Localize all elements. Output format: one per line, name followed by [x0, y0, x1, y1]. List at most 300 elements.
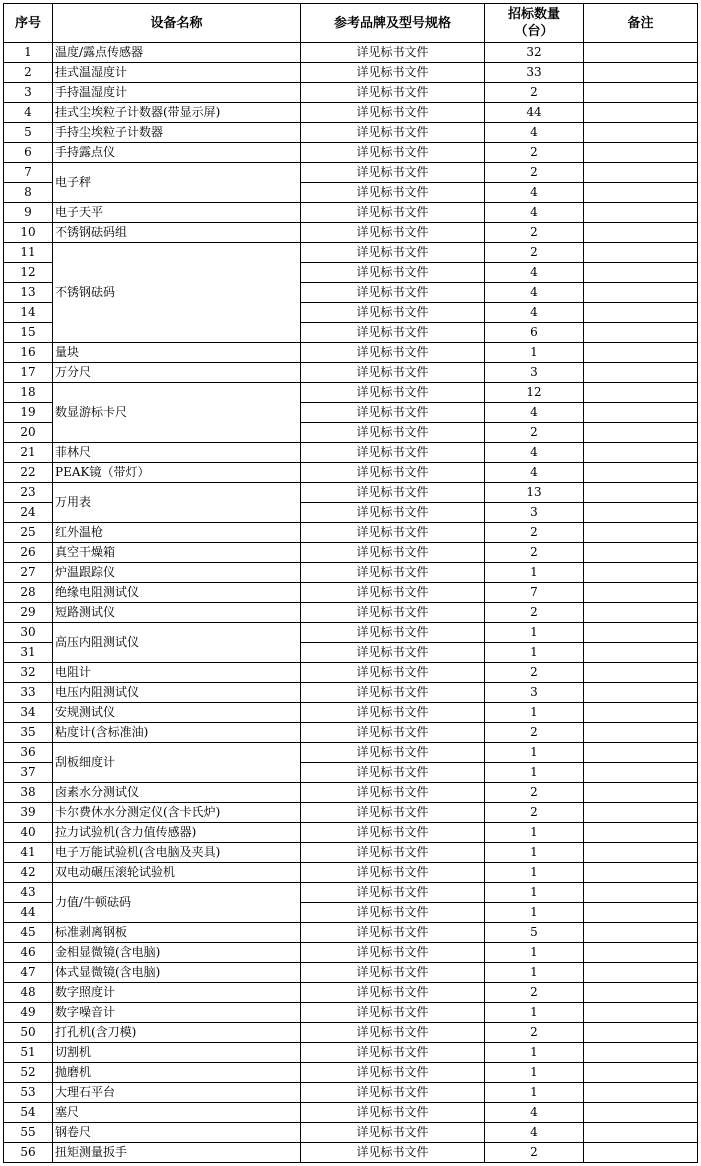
brand-spec: 详见标书文件 [301, 303, 485, 323]
note-cell [584, 1063, 698, 1083]
equipment-name: 拉力试验机(含力值传感器) [53, 823, 301, 843]
row-number: 7 [4, 163, 53, 183]
row-number: 4 [4, 103, 53, 123]
bid-quantity: 2 [485, 603, 584, 623]
note-cell [584, 83, 698, 103]
bid-quantity: 12 [485, 383, 584, 403]
bid-quantity: 1 [485, 843, 584, 863]
row-number: 26 [4, 543, 53, 563]
equipment-name: 真空干燥箱 [53, 543, 301, 563]
equipment-name: 数字噪音计 [53, 1003, 301, 1023]
table-row [4, 1043, 698, 1063]
row-number: 19 [4, 403, 53, 423]
note-cell [584, 203, 698, 223]
table-row [4, 1143, 698, 1163]
row-number: 47 [4, 963, 53, 983]
note-cell [584, 1043, 698, 1063]
bid-quantity: 5 [485, 923, 584, 943]
table-row [4, 623, 698, 643]
equipment-table [3, 3, 698, 1163]
header-no: 序号 [4, 4, 53, 43]
bid-quantity: 1 [485, 623, 584, 643]
bid-quantity: 2 [485, 163, 584, 183]
brand-spec: 详见标书文件 [301, 343, 485, 363]
bid-quantity: 33 [485, 63, 584, 83]
equipment-name: 塞尺 [53, 1103, 301, 1123]
brand-spec: 详见标书文件 [301, 1123, 485, 1143]
table-row [4, 383, 698, 403]
bid-quantity: 1 [485, 1003, 584, 1023]
note-cell [584, 943, 698, 963]
brand-spec: 详见标书文件 [301, 1063, 485, 1083]
table-row [4, 83, 698, 103]
table-row [4, 163, 698, 183]
brand-spec: 详见标书文件 [301, 643, 485, 663]
equipment-name: 高压内阻测试仪 [53, 623, 301, 663]
row-number: 23 [4, 483, 53, 503]
note-cell [584, 243, 698, 263]
table-row [4, 883, 698, 903]
table-row [4, 723, 698, 743]
brand-spec: 详见标书文件 [301, 43, 485, 63]
equipment-name: 大理石平台 [53, 1083, 301, 1103]
header-qty-line2: （台） [514, 24, 554, 39]
note-cell [584, 183, 698, 203]
note-cell [584, 903, 698, 923]
row-number: 52 [4, 1063, 53, 1083]
row-number: 10 [4, 223, 53, 243]
bid-quantity: 32 [485, 43, 584, 63]
table-row [4, 43, 698, 63]
note-cell [584, 743, 698, 763]
table-row [4, 743, 698, 763]
table-row [4, 783, 698, 803]
bid-quantity: 6 [485, 323, 584, 343]
row-number: 3 [4, 83, 53, 103]
brand-spec: 详见标书文件 [301, 1103, 485, 1123]
bid-quantity: 1 [485, 1083, 584, 1103]
bid-quantity: 1 [485, 703, 584, 723]
bid-quantity: 13 [485, 483, 584, 503]
equipment-name: 金相显微镜(含电脑) [53, 943, 301, 963]
table-row [4, 1023, 698, 1043]
equipment-name: 电子天平 [53, 203, 301, 223]
table-row [4, 943, 698, 963]
brand-spec: 详见标书文件 [301, 1083, 485, 1103]
brand-spec: 详见标书文件 [301, 1043, 485, 1063]
row-number: 16 [4, 343, 53, 363]
note-cell [584, 723, 698, 743]
note-cell [584, 823, 698, 843]
note-cell [584, 403, 698, 423]
equipment-name: 电子万能试验机(含电脑及夹具) [53, 843, 301, 863]
row-number: 22 [4, 463, 53, 483]
brand-spec: 详见标书文件 [301, 463, 485, 483]
row-number: 55 [4, 1123, 53, 1143]
header-qty-line1: 招标数量 [507, 7, 560, 22]
bid-quantity: 4 [485, 303, 584, 323]
row-number: 38 [4, 783, 53, 803]
brand-spec: 详见标书文件 [301, 803, 485, 823]
equipment-name: 刮板细度计 [53, 743, 301, 783]
row-number: 18 [4, 383, 53, 403]
row-number: 9 [4, 203, 53, 223]
note-cell [584, 923, 698, 943]
bid-quantity: 1 [485, 963, 584, 983]
equipment-name: 卤素水分测试仪 [53, 783, 301, 803]
table-row [4, 363, 698, 383]
row-number: 42 [4, 863, 53, 883]
note-cell [584, 63, 698, 83]
note-cell [584, 1123, 698, 1143]
brand-spec: 详见标书文件 [301, 683, 485, 703]
equipment-name: 温度/露点传感器 [53, 43, 301, 63]
brand-spec: 详见标书文件 [301, 863, 485, 883]
note-cell [584, 863, 698, 883]
bid-quantity: 4 [485, 1123, 584, 1143]
row-number: 8 [4, 183, 53, 203]
row-number: 17 [4, 363, 53, 383]
row-number: 46 [4, 943, 53, 963]
equipment-name: 手持露点仪 [53, 143, 301, 163]
bid-quantity: 4 [485, 123, 584, 143]
note-cell [584, 303, 698, 323]
table-row [4, 1063, 698, 1083]
note-cell [584, 383, 698, 403]
bid-quantity: 4 [485, 1103, 584, 1123]
brand-spec: 详见标书文件 [301, 223, 485, 243]
brand-spec: 详见标书文件 [301, 883, 485, 903]
equipment-name: 手持温湿度计 [53, 83, 301, 103]
row-number: 25 [4, 523, 53, 543]
table-row [4, 823, 698, 843]
note-cell [584, 1083, 698, 1103]
bid-quantity: 4 [485, 263, 584, 283]
bid-quantity: 1 [485, 743, 584, 763]
row-number: 41 [4, 843, 53, 863]
row-number: 54 [4, 1103, 53, 1123]
table-row [4, 983, 698, 1003]
equipment-name: 量块 [53, 343, 301, 363]
bid-quantity: 3 [485, 363, 584, 383]
brand-spec: 详见标书文件 [301, 163, 485, 183]
note-cell [584, 263, 698, 283]
row-number: 35 [4, 723, 53, 743]
table-row [4, 563, 698, 583]
row-number: 27 [4, 563, 53, 583]
row-number: 20 [4, 423, 53, 443]
equipment-name: 数字照度计 [53, 983, 301, 1003]
row-number: 12 [4, 263, 53, 283]
table-row [4, 1003, 698, 1023]
equipment-name: 抛磨机 [53, 1063, 301, 1083]
note-cell [584, 463, 698, 483]
note-cell [584, 643, 698, 663]
brand-spec: 详见标书文件 [301, 1023, 485, 1043]
row-number: 31 [4, 643, 53, 663]
brand-spec: 详见标书文件 [301, 543, 485, 563]
brand-spec: 详见标书文件 [301, 263, 485, 283]
brand-spec: 详见标书文件 [301, 203, 485, 223]
equipment-name: 电压内阻测试仪 [53, 683, 301, 703]
equipment-name: 不锈钢砝码 [53, 243, 301, 343]
note-cell [584, 563, 698, 583]
bid-quantity: 4 [485, 283, 584, 303]
header-name: 设备名称 [53, 4, 301, 43]
table-row [4, 923, 698, 943]
note-cell [584, 143, 698, 163]
brand-spec: 详见标书文件 [301, 943, 485, 963]
row-number: 49 [4, 1003, 53, 1023]
brand-spec: 详见标书文件 [301, 983, 485, 1003]
table-row [4, 683, 698, 703]
table-row [4, 843, 698, 863]
equipment-name: 不锈钢砝码组 [53, 223, 301, 243]
note-cell [584, 283, 698, 303]
row-number: 36 [4, 743, 53, 763]
brand-spec: 详见标书文件 [301, 1003, 485, 1023]
brand-spec: 详见标书文件 [301, 823, 485, 843]
bid-quantity: 7 [485, 583, 584, 603]
table-row [4, 963, 698, 983]
row-number: 34 [4, 703, 53, 723]
row-number: 51 [4, 1043, 53, 1063]
bid-quantity: 2 [485, 543, 584, 563]
brand-spec: 详见标书文件 [301, 363, 485, 383]
row-number: 29 [4, 603, 53, 623]
equipment-name: 手持尘埃粒子计数器 [53, 123, 301, 143]
equipment-name: 红外温枪 [53, 523, 301, 543]
table-row [4, 663, 698, 683]
row-number: 53 [4, 1083, 53, 1103]
equipment-name: 钢卷尺 [53, 1123, 301, 1143]
row-number: 24 [4, 503, 53, 523]
bid-quantity: 1 [485, 763, 584, 783]
row-number: 39 [4, 803, 53, 823]
brand-spec: 详见标书文件 [301, 423, 485, 443]
table-row [4, 463, 698, 483]
brand-spec: 详见标书文件 [301, 723, 485, 743]
table-row [4, 1123, 698, 1143]
note-cell [584, 543, 698, 563]
table-row [4, 483, 698, 503]
bid-quantity: 2 [485, 83, 584, 103]
row-number: 43 [4, 883, 53, 903]
note-cell [584, 43, 698, 63]
equipment-name: 短路测试仪 [53, 603, 301, 623]
note-cell [584, 963, 698, 983]
equipment-name: 力值/牛顿砝码 [53, 883, 301, 923]
table-row [4, 863, 698, 883]
bid-quantity: 2 [485, 803, 584, 823]
brand-spec: 详见标书文件 [301, 963, 485, 983]
brand-spec: 详见标书文件 [301, 563, 485, 583]
equipment-name: 粘度计(含标准油) [53, 723, 301, 743]
brand-spec: 详见标书文件 [301, 63, 485, 83]
equipment-name: 菲林尺 [53, 443, 301, 463]
table-row [4, 103, 698, 123]
note-cell [584, 443, 698, 463]
header-row [4, 4, 698, 43]
bid-quantity: 1 [485, 863, 584, 883]
table-row [4, 803, 698, 823]
brand-spec: 详见标书文件 [301, 483, 485, 503]
brand-spec: 详见标书文件 [301, 283, 485, 303]
row-number: 1 [4, 43, 53, 63]
brand-spec: 详见标书文件 [301, 403, 485, 423]
bid-quantity: 3 [485, 683, 584, 703]
row-number: 21 [4, 443, 53, 463]
bid-quantity: 2 [485, 523, 584, 543]
equipment-name: 体式显微镜(含电脑) [53, 963, 301, 983]
bid-quantity: 1 [485, 823, 584, 843]
note-cell [584, 343, 698, 363]
brand-spec: 详见标书文件 [301, 183, 485, 203]
equipment-name: 炉温跟踪仪 [53, 563, 301, 583]
bid-quantity: 1 [485, 563, 584, 583]
note-cell [584, 223, 698, 243]
bid-quantity: 3 [485, 503, 584, 523]
bid-quantity: 1 [485, 883, 584, 903]
equipment-name: 标准剥离钢板 [53, 923, 301, 943]
bid-quantity: 2 [485, 423, 584, 443]
row-number: 44 [4, 903, 53, 923]
bid-quantity: 1 [485, 943, 584, 963]
bid-quantity: 1 [485, 1063, 584, 1083]
note-cell [584, 123, 698, 143]
table-row [4, 143, 698, 163]
brand-spec: 详见标书文件 [301, 443, 485, 463]
bid-quantity: 4 [485, 463, 584, 483]
bid-quantity: 44 [485, 103, 584, 123]
brand-spec: 详见标书文件 [301, 583, 485, 603]
equipment-name: 扭矩测量扳手 [53, 1143, 301, 1163]
bid-quantity: 2 [485, 143, 584, 163]
row-number: 50 [4, 1023, 53, 1043]
bid-quantity: 2 [485, 983, 584, 1003]
brand-spec: 详见标书文件 [301, 243, 485, 263]
table-row [4, 1103, 698, 1123]
equipment-name: 万分尺 [53, 363, 301, 383]
brand-spec: 详见标书文件 [301, 923, 485, 943]
brand-spec: 详见标书文件 [301, 843, 485, 863]
note-cell [584, 603, 698, 623]
note-cell [584, 623, 698, 643]
header-brand: 参考品牌及型号规格 [301, 4, 485, 43]
brand-spec: 详见标书文件 [301, 523, 485, 543]
equipment-name: 安规测试仪 [53, 703, 301, 723]
table-row [4, 243, 698, 263]
note-cell [584, 843, 698, 863]
row-number: 13 [4, 283, 53, 303]
bid-quantity: 2 [485, 783, 584, 803]
table-row [4, 703, 698, 723]
bid-quantity: 2 [485, 723, 584, 743]
equipment-name: 万用表 [53, 483, 301, 523]
brand-spec: 详见标书文件 [301, 123, 485, 143]
equipment-name: 卡尔费休水分测定仪(含卡氏炉) [53, 803, 301, 823]
bid-quantity: 2 [485, 1023, 584, 1043]
equipment-name: 绝缘电阻测试仪 [53, 583, 301, 603]
note-cell [584, 483, 698, 503]
row-number: 33 [4, 683, 53, 703]
bid-quantity: 4 [485, 443, 584, 463]
note-cell [584, 763, 698, 783]
note-cell [584, 163, 698, 183]
brand-spec: 详见标书文件 [301, 783, 485, 803]
equipment-name: 电阻计 [53, 663, 301, 683]
brand-spec: 详见标书文件 [301, 383, 485, 403]
brand-spec: 详见标书文件 [301, 663, 485, 683]
note-cell [584, 503, 698, 523]
brand-spec: 详见标书文件 [301, 703, 485, 723]
bid-quantity: 4 [485, 183, 584, 203]
row-number: 28 [4, 583, 53, 603]
note-cell [584, 523, 698, 543]
table-row [4, 543, 698, 563]
row-number: 48 [4, 983, 53, 1003]
header-qty [485, 4, 584, 43]
table-row [4, 603, 698, 623]
row-number: 6 [4, 143, 53, 163]
row-number: 11 [4, 243, 53, 263]
row-number: 14 [4, 303, 53, 323]
brand-spec: 详见标书文件 [301, 83, 485, 103]
row-number: 5 [4, 123, 53, 143]
brand-spec: 详见标书文件 [301, 323, 485, 343]
bid-quantity: 4 [485, 403, 584, 423]
bid-quantity: 1 [485, 1043, 584, 1063]
brand-spec: 详见标书文件 [301, 143, 485, 163]
brand-spec: 详见标书文件 [301, 103, 485, 123]
brand-spec: 详见标书文件 [301, 623, 485, 643]
row-number: 40 [4, 823, 53, 843]
note-cell [584, 583, 698, 603]
table-body [4, 43, 698, 1163]
brand-spec: 详见标书文件 [301, 1143, 485, 1163]
table-row [4, 523, 698, 543]
note-cell [584, 803, 698, 823]
brand-spec: 详见标书文件 [301, 763, 485, 783]
note-cell [584, 103, 698, 123]
row-number: 2 [4, 63, 53, 83]
equipment-name: PEAK镜（带灯） [53, 463, 301, 483]
note-cell [584, 363, 698, 383]
equipment-name: 数显游标卡尺 [53, 383, 301, 443]
row-number: 56 [4, 1143, 53, 1163]
bid-quantity: 1 [485, 343, 584, 363]
table-row [4, 343, 698, 363]
note-cell [584, 1143, 698, 1163]
table-row [4, 443, 698, 463]
row-number: 37 [4, 763, 53, 783]
note-cell [584, 783, 698, 803]
brand-spec: 详见标书文件 [301, 743, 485, 763]
bid-quantity: 2 [485, 1143, 584, 1163]
table-row [4, 63, 698, 83]
bid-quantity: 1 [485, 903, 584, 923]
equipment-name: 双电动碾压滚轮试验机 [53, 863, 301, 883]
note-cell [584, 323, 698, 343]
note-cell [584, 423, 698, 443]
equipment-name: 挂式尘埃粒子计数器(带显示屏) [53, 103, 301, 123]
equipment-name: 挂式温湿度计 [53, 63, 301, 83]
equipment-name: 打孔机(含刀模) [53, 1023, 301, 1043]
table-row [4, 123, 698, 143]
row-number: 15 [4, 323, 53, 343]
equipment-name: 切割机 [53, 1043, 301, 1063]
table-row [4, 1083, 698, 1103]
